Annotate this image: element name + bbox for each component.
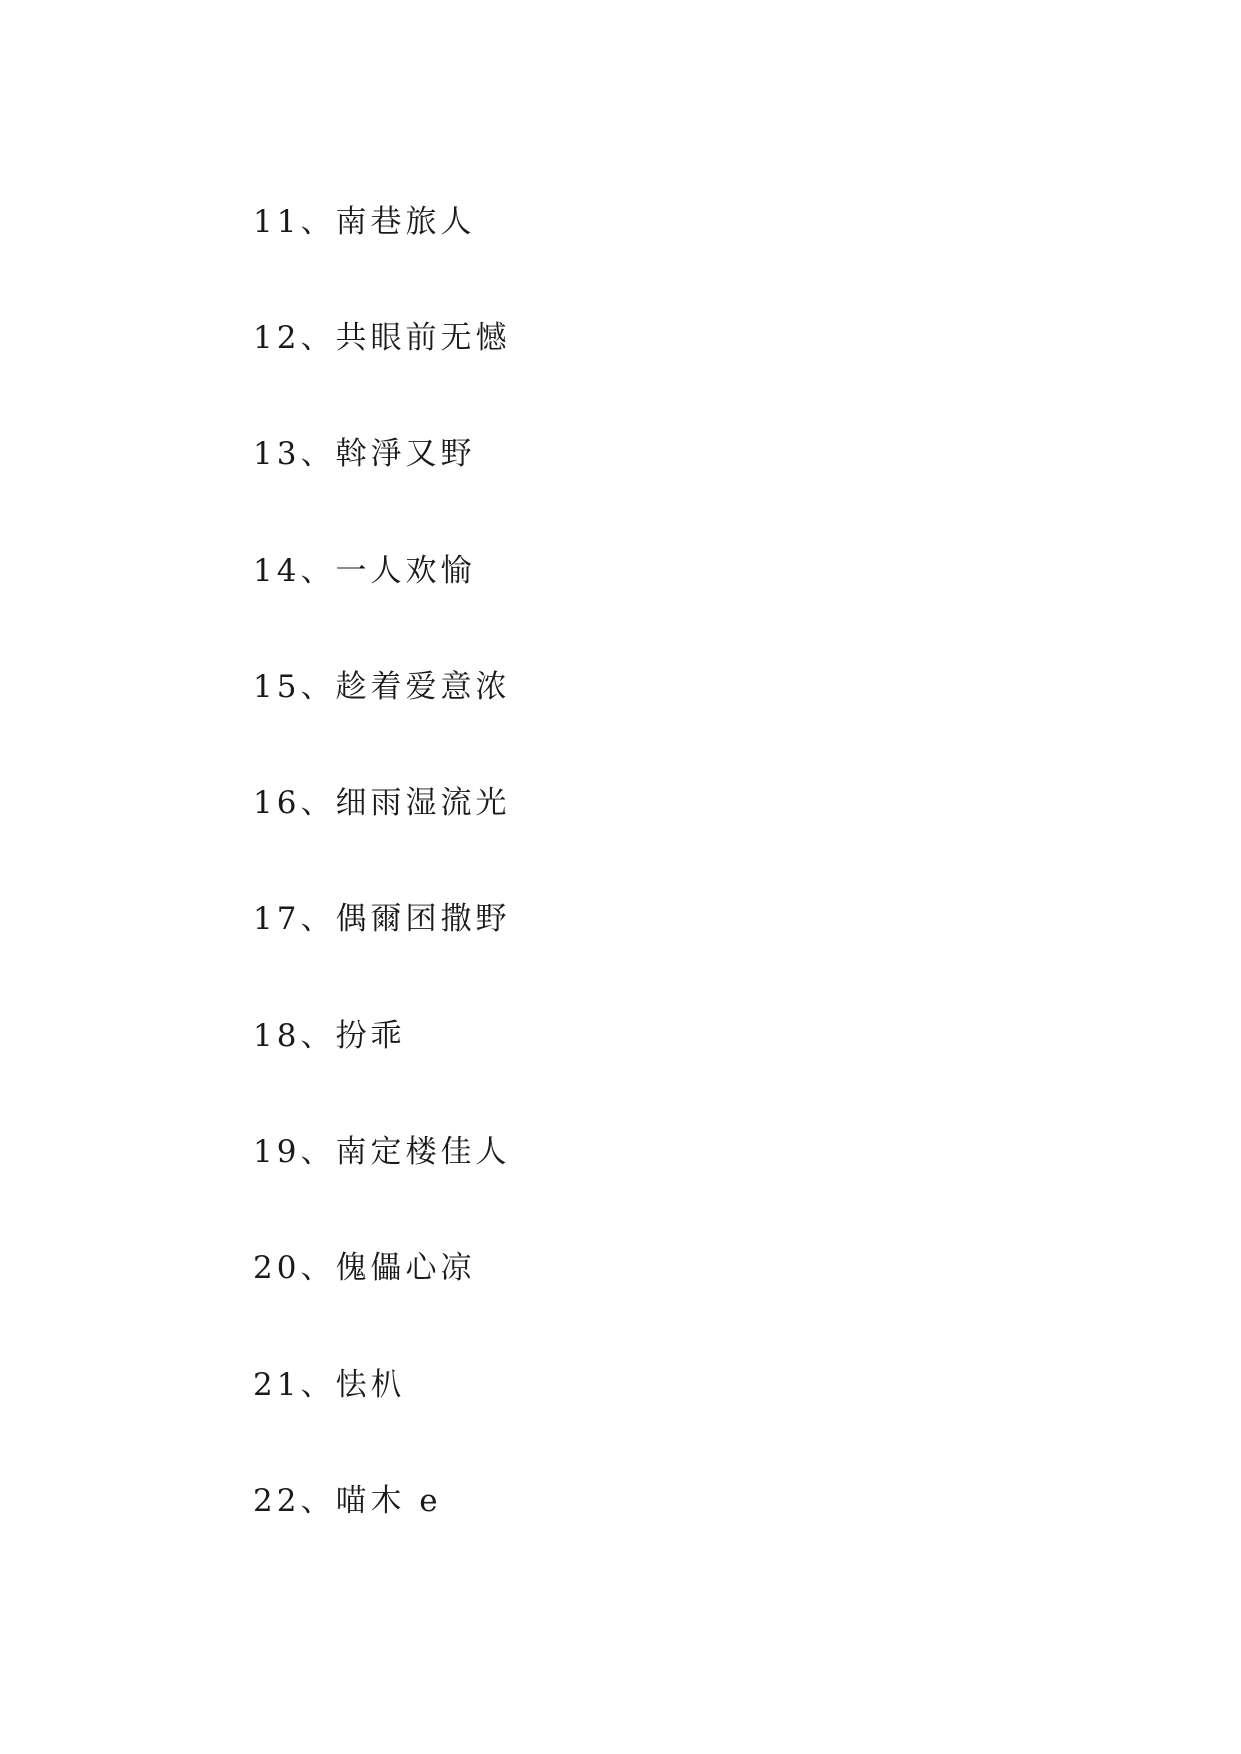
list-item: 13、斡淨又野	[253, 436, 476, 473]
list-item: 11、南巷旅人	[253, 203, 476, 240]
list-item: 17、偶爾囨撒野	[253, 901, 511, 938]
list-item: 22、喵木 e	[253, 1482, 442, 1519]
list-item: 12、共眼前无憾	[253, 319, 511, 356]
list-item: 19、南定楼佳人	[253, 1134, 511, 1171]
list-item: 14、一人欢愉	[253, 552, 476, 589]
list-item: 20、傀儡心凉	[253, 1250, 476, 1287]
list-item: 21、怯朳	[253, 1366, 406, 1403]
list-item: 16、细雨湿流光	[253, 785, 511, 822]
list-item: 15、趁着爱意浓	[253, 668, 511, 705]
list-item: 18、扮乖	[253, 1017, 406, 1054]
name-list	[253, 160, 510, 1556]
